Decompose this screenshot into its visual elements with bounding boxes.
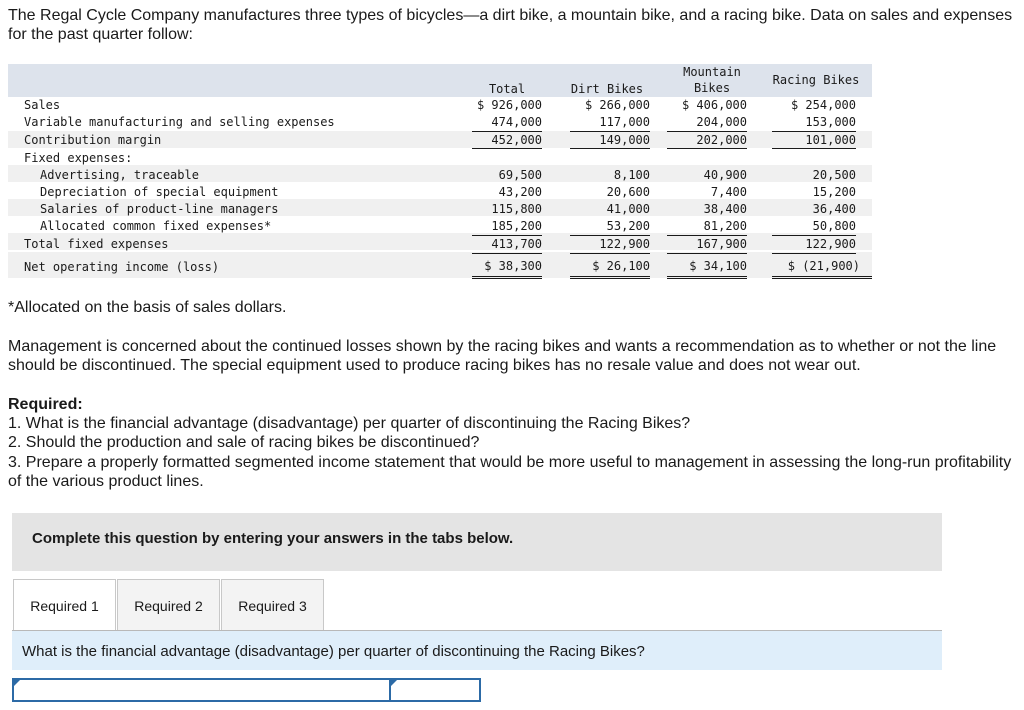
underline (772, 148, 856, 149)
cell-noi-dirt: $ 26,100 (592, 259, 650, 273)
cell-sales-dirt: $ 266,000 (584, 98, 650, 112)
answer-label-field[interactable] (12, 678, 391, 702)
row-label-advertising: Advertising, traceable (40, 168, 199, 182)
cell-sales-racing: $ 254,000 (790, 98, 856, 112)
cell-total-fixed-mountain: 167,900 (696, 237, 747, 251)
row-label-salaries: Salaries of product-line managers (40, 202, 279, 216)
cell-sales-total: $ 926,000 (476, 98, 542, 112)
cell-allocated-mountain: 81,200 (703, 219, 747, 233)
tab-required-3[interactable]: Required 3 (221, 579, 324, 631)
underline (570, 253, 650, 254)
underline (667, 148, 747, 149)
underline (570, 235, 650, 236)
row-label-depreciation: Depreciation of special equipment (40, 185, 279, 199)
cell-noi-mountain: $ 34,100 (689, 259, 747, 273)
cell-variable-total: 474,000 (491, 115, 542, 129)
cell-advertising-total: 69,500 (498, 168, 542, 182)
header-total: Total (488, 82, 526, 96)
underline (667, 131, 747, 132)
underline (472, 131, 542, 132)
answer-amount-field[interactable] (389, 678, 481, 702)
row-label-total-fixed: Total fixed expenses (24, 237, 169, 251)
tab-required-2[interactable]: Required 2 (117, 579, 220, 631)
field-corner-marker (14, 680, 20, 686)
underline (772, 235, 856, 236)
required-heading: Required: (8, 396, 83, 413)
double-underline (472, 278, 542, 279)
required-item-3: 3. Prepare a properly formatted segmented income statement that would be more useful to management in assessing the long-run profitability of the various product lines. (8, 454, 1012, 490)
complete-prompt-box (12, 513, 942, 571)
income-statement-table (8, 64, 872, 280)
cell-salaries-dirt: 41,000 (606, 202, 650, 216)
double-underline (772, 278, 872, 279)
cell-depreciation-total: 43,200 (498, 185, 542, 199)
management-paragraph: Management is concerned about the continued losses shown by the racing bikes and wants a recommendation as to whether or not the line should be discontinued. The special equipment used to produce racing bikes has no resale value and does not wear out. (8, 338, 997, 374)
header-mountain-line1: Mountain (683, 65, 741, 79)
underline (472, 148, 542, 149)
cell-depreciation-racing: 15,200 (812, 185, 856, 199)
required-item-1: 1. What is the financial advantage (disadvantage) per quarter of discontinuing the Racing Bikes? (8, 415, 691, 432)
cell-noi-total: $ 38,300 (484, 259, 542, 273)
cell-cm-mountain: 202,000 (696, 133, 747, 147)
cell-sales-mountain: $ 406,000 (681, 98, 747, 112)
underline (472, 235, 542, 236)
tab-required-1[interactable]: Required 1 (13, 579, 116, 632)
underline (772, 253, 856, 254)
cell-salaries-total: 115,800 (491, 202, 542, 216)
footnote: *Allocated on the basis of sales dollars. (8, 299, 287, 316)
cell-salaries-racing: 36,400 (812, 202, 856, 216)
underline (667, 253, 747, 254)
cell-depreciation-mountain: 7,400 (710, 185, 747, 199)
cell-advertising-mountain: 40,900 (703, 168, 747, 182)
cell-advertising-racing: 20,500 (812, 168, 856, 182)
double-underline (570, 278, 650, 279)
header-racing-bikes: Racing Bikes (772, 73, 860, 87)
header-dirt-bikes: Dirt Bikes (570, 82, 644, 96)
cell-advertising-dirt: 8,100 (613, 168, 650, 182)
question-text: What is the financial advantage (disadvantage) per quarter of discontinuing the Racing Bikes? (22, 643, 645, 660)
cell-noi-racing: $ (21,900) (787, 259, 860, 273)
underline (570, 131, 650, 132)
cell-variable-racing: 153,000 (805, 115, 856, 129)
double-underline (667, 278, 747, 279)
row-label-contribution-margin: Contribution margin (24, 133, 162, 147)
header-mountain-line2: Bikes (693, 81, 731, 95)
underline (570, 148, 650, 149)
intro-text: The Regal Cycle Company manufactures three types of bicycles—a dirt bike, a mountain bike, and a racing bike. Data on sales and expenses for the past quarter follow: (8, 7, 1013, 43)
underline (472, 253, 542, 254)
underline (667, 235, 747, 236)
row-label-net-operating-income: Net operating income (loss) (24, 260, 220, 274)
double-underline (667, 276, 747, 277)
row-label-sales: Sales (24, 98, 61, 112)
cell-cm-racing: 101,000 (805, 133, 856, 147)
double-underline (772, 276, 872, 277)
double-underline (570, 276, 650, 277)
cell-allocated-total: 185,200 (491, 219, 542, 233)
underline (772, 131, 856, 132)
cell-allocated-racing: 50,800 (812, 219, 856, 233)
complete-prompt-text: Complete this question by entering your answers in the tabs below. (32, 530, 514, 547)
cell-total-fixed-total: 413,700 (491, 237, 542, 251)
cell-salaries-mountain: 38,400 (703, 202, 747, 216)
cell-variable-dirt: 117,000 (599, 115, 650, 129)
question-box (12, 631, 942, 670)
cell-cm-total: 452,000 (491, 133, 542, 147)
cell-variable-mountain: 204,000 (696, 115, 747, 129)
double-underline (472, 276, 542, 277)
required-item-2: 2. Should the production and sale of racing bikes be discontinued? (8, 434, 480, 451)
row-label-allocated-common: Allocated common fixed expenses* (40, 219, 272, 233)
field-corner-marker (391, 680, 397, 686)
cell-allocated-dirt: 53,200 (606, 219, 650, 233)
cell-cm-dirt: 149,000 (599, 133, 650, 147)
cell-depreciation-dirt: 20,600 (606, 185, 650, 199)
row-label-variable-expenses: Variable manufacturing and selling expenses (24, 115, 335, 129)
cell-total-fixed-racing: 122,900 (805, 237, 856, 251)
cell-total-fixed-dirt: 122,900 (599, 237, 650, 251)
row-label-fixed-expenses: Fixed expenses: (24, 151, 133, 165)
